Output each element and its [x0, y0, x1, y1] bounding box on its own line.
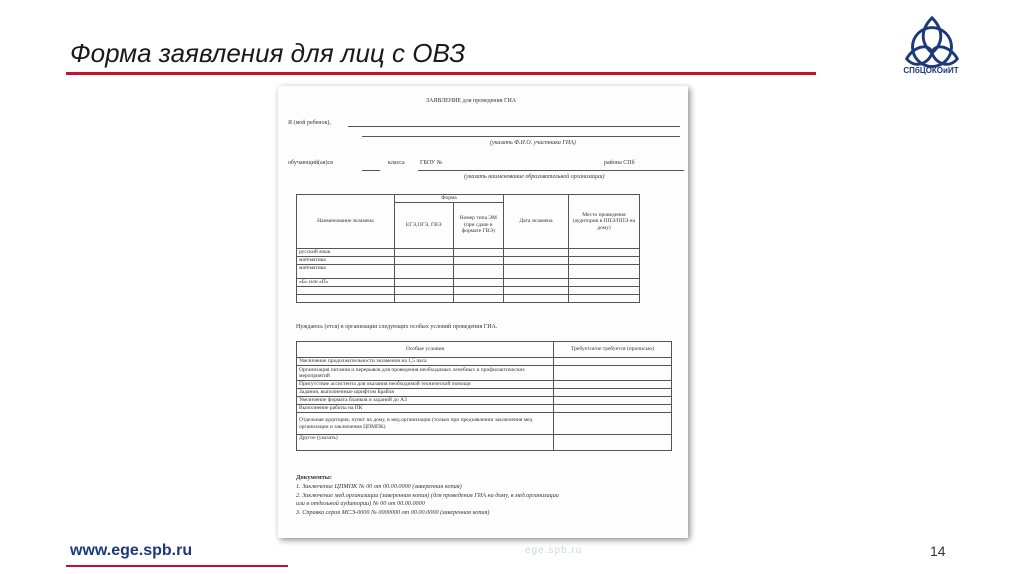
footer-underline [66, 565, 288, 567]
class-label: класса [388, 160, 405, 166]
school-line [418, 170, 684, 171]
table-row: Присутствие ассистента для оказания необходимой технической помощи [297, 381, 554, 389]
logo-caption: СПбЦОКОиИТ [903, 66, 959, 75]
watermark: ege.spb.ru [525, 545, 583, 556]
exam-col-form-group: Форма [394, 195, 503, 203]
documents-title: Документы: [296, 474, 333, 481]
title-underline [66, 72, 816, 75]
student-label: обучающий(ая)ся [288, 160, 333, 166]
slide-title: Форма заявления для лиц с ОВЗ [70, 38, 466, 68]
form-heading: ЗАЯВЛЕНИЕ для проведения ГИА [426, 98, 517, 104]
exam-col-name: Наименование экзамена [297, 195, 395, 249]
table-row: Выполнение работы на ПК [297, 405, 554, 413]
conditions-table [296, 341, 672, 451]
applicant-line [348, 126, 680, 127]
table-row: Организация питания и перерывов для проведения необходимых лечебных и профилактических мероприятий [297, 366, 554, 381]
school-label: ГБОУ № [420, 160, 443, 166]
list-item: 1. Заключение ЦПМПК № 00 от 00.00.0000 (заверенная копия) [296, 483, 462, 490]
applicant-label: Я (мой ребенок), [288, 120, 331, 126]
exam-col-form: ЕГЭ,ОГЭ, ГВЭ [394, 202, 453, 248]
exam-table [296, 194, 640, 303]
table-row: «Б» или «П» [297, 278, 395, 286]
footer-link[interactable]: www.ege.spb.ru [70, 542, 193, 559]
list-item: 3. Справка серия МСЭ-0000 № 0000000 от 00.00.0000 (заверенная копия) [296, 508, 490, 516]
exam-col-place: Место проведения (аудитория в ППЭ/ППЭ на дому) [568, 195, 639, 249]
table-row: математика [297, 256, 395, 264]
applicant-caption: (указать Ф.И.О. участника ГИА) [490, 140, 576, 146]
conditions-col-required: Требуется/не требуется (прописью) [554, 342, 672, 358]
page-number: 14 [930, 543, 946, 559]
exam-col-type: Номер типа ЭМ (при сдаче в формате ГВЭ) [453, 202, 503, 248]
spbcoko-logo-icon [893, 10, 971, 88]
application-form-image [278, 86, 688, 538]
table-row: Отдельная аудитория, пункт на дому, в мед.организации (только при предъявлении заключения мед организации и заключения ЦПМПК) [297, 413, 554, 435]
conditions-intro: Нуждаюсь (ется) в организации следующих особых условий проведения ГИА. [296, 324, 498, 330]
list-item: 2. Заключение мед.организации (заверенная копия) (для проведения ГИА на дому, в мед.организации [296, 491, 559, 499]
table-row: Другое (указать) [297, 435, 554, 451]
table-row: Задания, выполненные шрифтом Брайля [297, 389, 554, 397]
applicant-line-2 [362, 136, 680, 137]
table-row: Увеличение формата бланков и заданий до А3 [297, 397, 554, 405]
list-item: или в отдельной аудитории) № 00 от 00.00.0000 [296, 500, 425, 507]
table-row: математика [297, 264, 395, 278]
school-caption: (указать наименование образовательной организации) [464, 174, 605, 180]
exam-col-date: Дата экзамена [504, 195, 569, 249]
conditions-col-name: Особые условия [297, 342, 554, 358]
table-row: русский язык [297, 248, 395, 256]
table-row: Увеличение продолжительности экзаменов на 1,5 часа [297, 358, 554, 366]
district-label: района СПб [604, 160, 635, 166]
class-line [362, 170, 380, 171]
documents-list [296, 483, 559, 517]
